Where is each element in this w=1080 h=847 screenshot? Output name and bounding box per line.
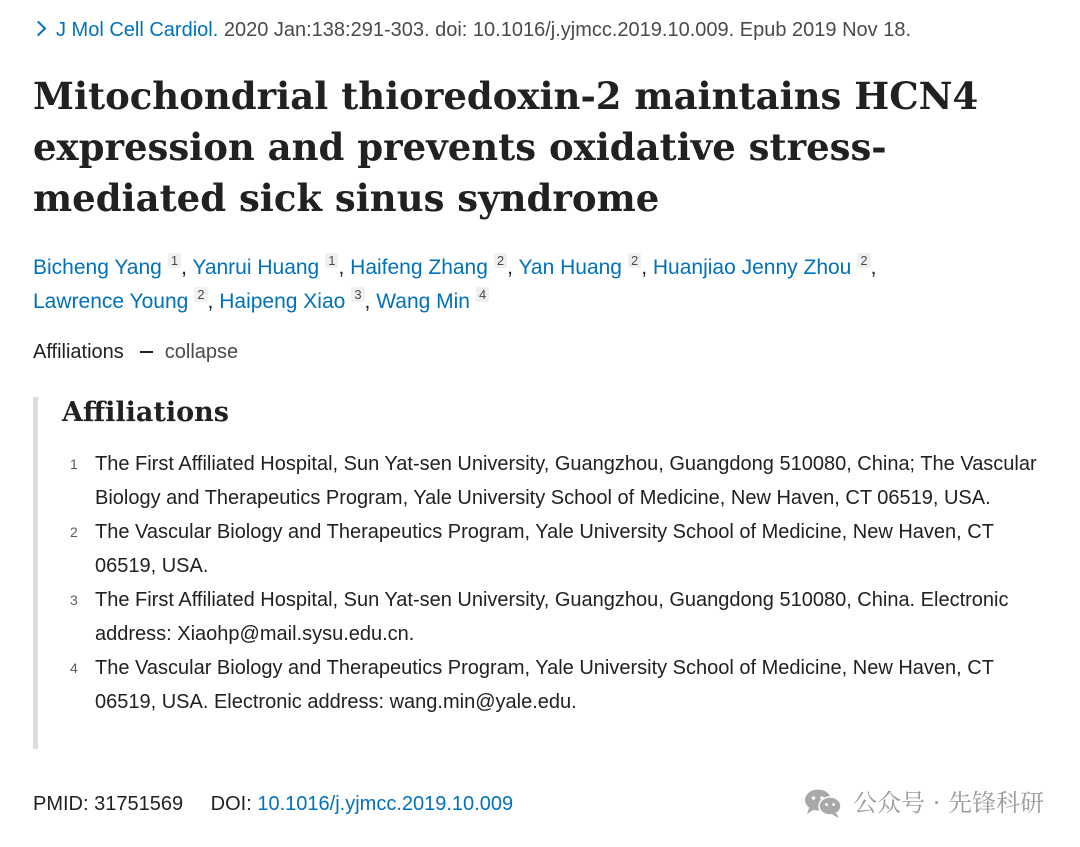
wechat-icon (803, 787, 843, 819)
author-link[interactable]: Lawrence Young (33, 290, 189, 313)
doi-label: DOI: (210, 793, 252, 815)
affiliations-panel (33, 397, 1048, 749)
watermark (803, 786, 1044, 820)
affiliation-item (62, 447, 1047, 515)
author-list: Bicheng Yang 1 , Yanrui Huang 1 , Haifeng Zhang 2 , Yan Huang 2 , Huanjiao Jenny Zhou 2 , Lawrence Young 2 , Haipeng Xiao 3 , Wang Min 4 (33, 253, 877, 313)
minus-icon (140, 351, 153, 353)
chevron-right-icon[interactable] (31, 21, 47, 37)
author-link[interactable]: Haifeng Zhang (350, 256, 488, 279)
affiliation-text: The First Affiliated Hospital, Sun Yat-sen University, Guangzhou, Guangdong 510080, China. Electronic address: Xiaohp@mail.sysu.edu.cn. (95, 589, 1009, 645)
affiliation-item (62, 651, 1047, 719)
pmid-value: 31751569 (94, 793, 184, 815)
affiliation-ref[interactable]: 2 (494, 253, 507, 268)
collapse-label: collapse (164, 341, 239, 363)
affiliation-ref[interactable]: 1 (325, 253, 338, 268)
pmid-label: PMID: (33, 793, 89, 815)
affiliations-toggle[interactable] (33, 338, 238, 366)
affiliation-item (62, 515, 1047, 583)
affiliation-ref[interactable]: 4 (476, 287, 489, 302)
affiliation-item (62, 583, 1047, 651)
affiliation-number: 1 (70, 456, 78, 472)
author-link[interactable]: Yanrui Huang (192, 256, 320, 279)
affiliation-ref[interactable]: 1 (168, 253, 181, 268)
author-link[interactable]: Haipeng Xiao (219, 290, 346, 313)
citation-line (33, 16, 911, 44)
affiliation-text: The First Affiliated Hospital, Sun Yat-sen University, Guangzhou, Guangdong 510080, China; The Vascular Biology and Therapeutics Program, Yale University School of Medicine, New Haven, CT 06519, USA. (95, 453, 1037, 509)
watermark-text: 公众号 · 先锋科研 (853, 789, 1044, 817)
author-link[interactable]: Bicheng Yang (33, 256, 162, 279)
affiliation-number: 2 (70, 524, 78, 540)
affiliation-ref[interactable]: 2 (857, 253, 870, 268)
affiliation-ref[interactable]: 3 (351, 287, 364, 302)
affiliation-text: The Vascular Biology and Therapeutics Program, Yale University School of Medicine, New Haven, CT 06519, USA. (95, 521, 994, 577)
citation-details: 2020 Jan:138:291-303. doi: 10.1016/j.yjmcc.2019.10.009. Epub 2019 Nov 18. (223, 19, 912, 41)
affiliations-toggle-label: Affiliations (33, 341, 124, 363)
affiliation-number: 4 (70, 660, 78, 676)
affiliation-text: The Vascular Biology and Therapeutics Program, Yale University School of Medicine, New Haven, CT 06519, USA. Electronic address: wang.min@yale.edu. (95, 657, 994, 713)
author-link[interactable]: Yan Huang (518, 256, 622, 279)
journal-link[interactable]: J Mol Cell Cardiol. (56, 19, 219, 41)
author-link[interactable]: Wang Min (376, 290, 470, 313)
article-title: Mitochondrial thioredoxin-2 maintains HCN4 expression and prevents oxidative stress-mediated sick sinus syndrome (33, 74, 979, 220)
author-link[interactable]: Huanjiao Jenny Zhou (652, 256, 852, 279)
article-identifiers (33, 789, 513, 819)
affiliation-list (62, 447, 1047, 719)
affiliation-ref[interactable]: 2 (628, 253, 641, 268)
affiliation-number: 3 (70, 592, 78, 608)
affiliation-ref[interactable]: 2 (194, 287, 207, 302)
doi-link[interactable]: 10.1016/j.yjmcc.2019.10.009 (257, 793, 514, 815)
affiliations-heading: Affiliations (62, 397, 229, 428)
